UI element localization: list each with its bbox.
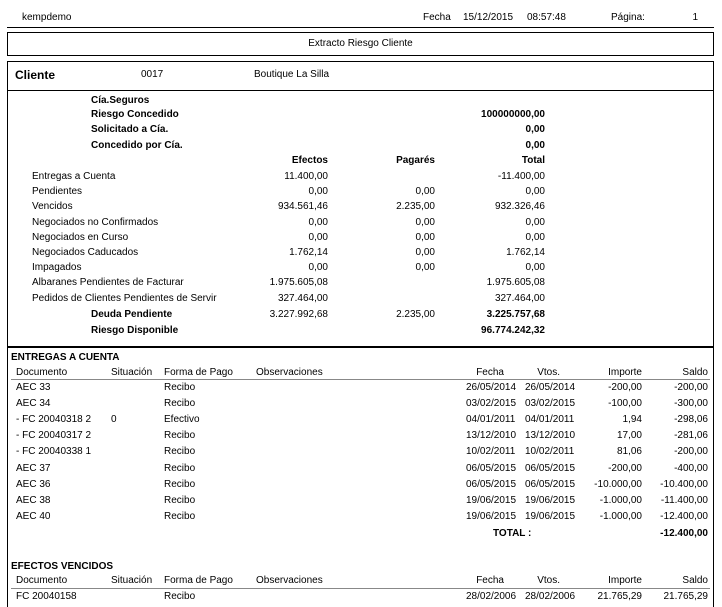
detail-row-saldo: -11.400,00	[660, 495, 708, 506]
page-header	[7, 6, 714, 28]
summary-row-label: Albaranes Pendientes de Facturar	[32, 277, 184, 288]
detail-row-vto: 13/12/2010	[525, 430, 576, 441]
detail-row-vto: 19/06/2015	[525, 495, 576, 506]
detail-row-forma-pago: Recibo	[164, 382, 196, 393]
detail-row-forma-pago: Recibo	[164, 479, 196, 490]
entregas-title: ENTREGAS A CUENTA	[11, 352, 120, 363]
detail-row-fecha: 13/12/2010	[466, 430, 517, 441]
deuda-label: Deuda Pendiente	[91, 309, 173, 320]
detail-row-fecha: 19/06/2015	[466, 495, 517, 506]
user-name: kempdemo	[22, 12, 72, 23]
detail-row-documento: AEC 34	[16, 398, 51, 409]
detail-row-importe: 81,06	[616, 446, 642, 457]
detail-row-fecha: 06/05/2015	[466, 463, 517, 474]
detail-row-documento: AEC 33	[16, 382, 51, 393]
detail-row-forma-pago: Recibo	[164, 511, 196, 522]
deuda-pagares: 2.235,00	[396, 309, 435, 320]
col-observaciones-header: Observaciones	[256, 575, 323, 586]
col-documento-header: Documento	[16, 367, 68, 378]
solicitado-label: Solicitado a Cía.	[91, 124, 169, 135]
detail-row-documento: FC 20040158	[16, 591, 77, 602]
summary-row-label: Entregas a Cuenta	[32, 171, 116, 182]
detail-row-forma-pago: Efectivo	[164, 414, 200, 425]
summary-row-total: 0,00	[525, 232, 545, 243]
col-forma-pago-header: Forma de Pago	[164, 575, 233, 586]
detail-row-vto: 06/05/2015	[525, 463, 576, 474]
detail-row-forma-pago: Recibo	[164, 398, 196, 409]
detail-row-vto: 04/01/2011	[525, 414, 575, 425]
detail-row-importe: 17,00	[616, 430, 642, 441]
summary-row-label: Vencidos	[32, 201, 73, 212]
summary-row-total: -11.400,00	[497, 171, 545, 182]
disponible-label: Riesgo Disponible	[91, 325, 179, 336]
col-total-header: Total	[521, 155, 545, 166]
detail-row-fecha: 10/02/2011	[466, 446, 516, 457]
concedido-cia-value: 0,00	[525, 140, 545, 151]
detail-row-fecha: 06/05/2015	[466, 479, 517, 490]
fecha-label: Fecha	[423, 12, 451, 23]
summary-row-total: 327.464,00	[494, 293, 545, 304]
col-vtos-header: Vtos.	[537, 367, 560, 378]
detail-row-documento: - FC 20040318 2	[16, 414, 92, 425]
col-efectos-header: Efectos	[291, 155, 328, 166]
summary-row-total: 0,00	[525, 217, 545, 228]
summary-row-efectos: 0,00	[308, 217, 328, 228]
summary-row-pagares: 2.235,00	[396, 201, 435, 212]
detail-row-forma-pago: Recibo	[164, 430, 196, 441]
summary-row-pagares: 0,00	[415, 186, 435, 197]
summary-row-efectos: 934.561,46	[277, 201, 328, 212]
detail-row-situacion: 0	[111, 414, 117, 425]
col-importe-header: Importe	[608, 575, 642, 586]
summary-row-efectos: 327.464,00	[277, 293, 328, 304]
summary-row-efectos: 1.975.605,08	[269, 277, 328, 288]
detail-row-importe: -10.000,00	[594, 479, 642, 490]
detail-row-importe: -100,00	[608, 398, 642, 409]
detail-row-importe: 1,94	[622, 414, 642, 425]
entregas-total-value: -12.400,00	[660, 528, 708, 539]
pagina-value: 1	[692, 12, 698, 23]
summary-row-efectos: 0,00	[308, 232, 328, 243]
summary-row-total: 0,00	[525, 262, 545, 273]
detail-row-vto: 28/02/2006	[525, 591, 576, 602]
pagina-label: Página:	[611, 12, 645, 23]
cliente-label: Cliente	[15, 68, 56, 82]
summary-row-label: Pendientes	[32, 186, 83, 197]
col-observaciones-header: Observaciones	[256, 367, 323, 378]
col-fecha-header: Fecha	[476, 367, 504, 378]
report-title: Extracto Riesgo Cliente	[308, 38, 413, 49]
summary-row-pagares: 0,00	[415, 217, 435, 228]
client-divider	[7, 90, 714, 91]
detail-row-fecha: 19/06/2015	[466, 511, 517, 522]
summary-row-label: Impagados	[32, 262, 82, 273]
summary-row-label: Negociados en Curso	[32, 232, 129, 243]
summary-row-pagares: 0,00	[415, 232, 435, 243]
summary-row-efectos: 0,00	[308, 262, 328, 273]
detail-row-importe: 21.765,29	[597, 591, 642, 602]
detail-row-saldo: -200,00	[674, 446, 708, 457]
detail-row-fecha: 28/02/2006	[466, 591, 517, 602]
summary-row-total: 932.326,46	[494, 201, 545, 212]
col-importe-header: Importe	[608, 367, 642, 378]
vencidos-title: EFECTOS VENCIDOS	[11, 561, 114, 572]
cia-seguros-label: Cía.Seguros	[91, 95, 150, 106]
detail-row-saldo: -300,00	[674, 398, 708, 409]
summary-row-total: 0,00	[525, 186, 545, 197]
detail-row-vto: 19/06/2015	[525, 511, 576, 522]
col-saldo-header: Saldo	[682, 367, 708, 378]
solicitado-value: 0,00	[525, 124, 545, 135]
detail-row-documento: AEC 40	[16, 511, 51, 522]
detail-row-documento: - FC 20040317 2	[16, 430, 92, 441]
detail-row-saldo: 21.765,29	[663, 591, 708, 602]
entregas-total-label: TOTAL :	[493, 528, 532, 539]
riesgo-concedido-label: Riesgo Concedido	[91, 109, 179, 120]
summary-row-total: 1.762,14	[506, 247, 545, 258]
detail-row-forma-pago: Recibo	[164, 446, 196, 457]
summary-row-pagares: 0,00	[415, 247, 435, 258]
detail-row-importe: -1.000,00	[599, 511, 642, 522]
detail-row-documento: - FC 20040338 1	[16, 446, 92, 457]
summary-row-label: Negociados Caducados	[32, 247, 139, 258]
detail-row-vto: 26/05/2014	[525, 382, 576, 393]
detail-row-saldo: -200,00	[674, 382, 708, 393]
detail-row-saldo: -298,06	[674, 414, 708, 425]
col-documento-header: Documento	[16, 575, 68, 586]
summary-row-efectos: 0,00	[308, 186, 328, 197]
col-pagares-header: Pagarés	[396, 155, 435, 166]
detail-row-vto: 03/02/2015	[525, 398, 576, 409]
disponible-value: 96.774.242,32	[481, 325, 545, 336]
col-saldo-header: Saldo	[682, 575, 708, 586]
detail-row-forma-pago: Recibo	[164, 495, 196, 506]
cliente-code: 0017	[141, 69, 164, 80]
detail-row-fecha: 03/02/2015	[466, 398, 517, 409]
detail-row-forma-pago: Recibo	[164, 463, 196, 474]
vencidos-header-rule	[11, 588, 710, 589]
detail-row-fecha: 26/05/2014	[466, 382, 517, 393]
riesgo-concedido-value: 100000000,00	[481, 109, 545, 120]
detail-row-documento: AEC 36	[16, 479, 51, 490]
hora-value: 08:57:48	[527, 12, 566, 23]
detail-row-forma-pago: Recibo	[164, 591, 196, 602]
detail-row-importe: -200,00	[608, 382, 642, 393]
summary-row-total: 1.975.605,08	[486, 277, 545, 288]
detail-row-fecha: 04/01/2011	[466, 414, 516, 425]
detail-row-documento: AEC 37	[16, 463, 51, 474]
detail-row-saldo: -281,06	[674, 430, 708, 441]
detail-row-saldo: -12.400,00	[660, 511, 708, 522]
detail-row-vto: 06/05/2015	[525, 479, 576, 490]
summary-row-efectos: 11.400,00	[284, 171, 328, 182]
summary-row-pagares: 0,00	[415, 262, 435, 273]
summary-row-label: Pedidos de Clientes Pendientes de Servir	[32, 293, 217, 304]
col-fecha-header: Fecha	[476, 575, 504, 586]
col-situacion-header: Situación	[111, 575, 153, 586]
detail-row-saldo: -10.400,00	[660, 479, 708, 490]
col-forma-pago-header: Forma de Pago	[164, 367, 233, 378]
col-situacion-header: Situación	[111, 367, 153, 378]
detail-row-importe: -200,00	[608, 463, 642, 474]
fecha-value: 15/12/2015	[463, 12, 514, 23]
detail-row-vto: 10/02/2011	[525, 446, 575, 457]
detail-row-saldo: -400,00	[674, 463, 708, 474]
deuda-total: 3.225.757,68	[486, 309, 545, 320]
detail-row-documento: AEC 38	[16, 495, 51, 506]
cliente-name: Boutique La Silla	[254, 69, 330, 80]
concedido-cia-label: Concedido por Cía.	[91, 140, 183, 151]
deuda-efectos: 3.227.992,68	[269, 309, 328, 320]
summary-row-label: Negociados no Confirmados	[32, 217, 159, 228]
summary-row-efectos: 1.762,14	[289, 247, 328, 258]
col-vtos-header: Vtos.	[537, 575, 560, 586]
detail-row-importe: -1.000,00	[599, 495, 642, 506]
entregas-header-rule	[11, 379, 710, 380]
